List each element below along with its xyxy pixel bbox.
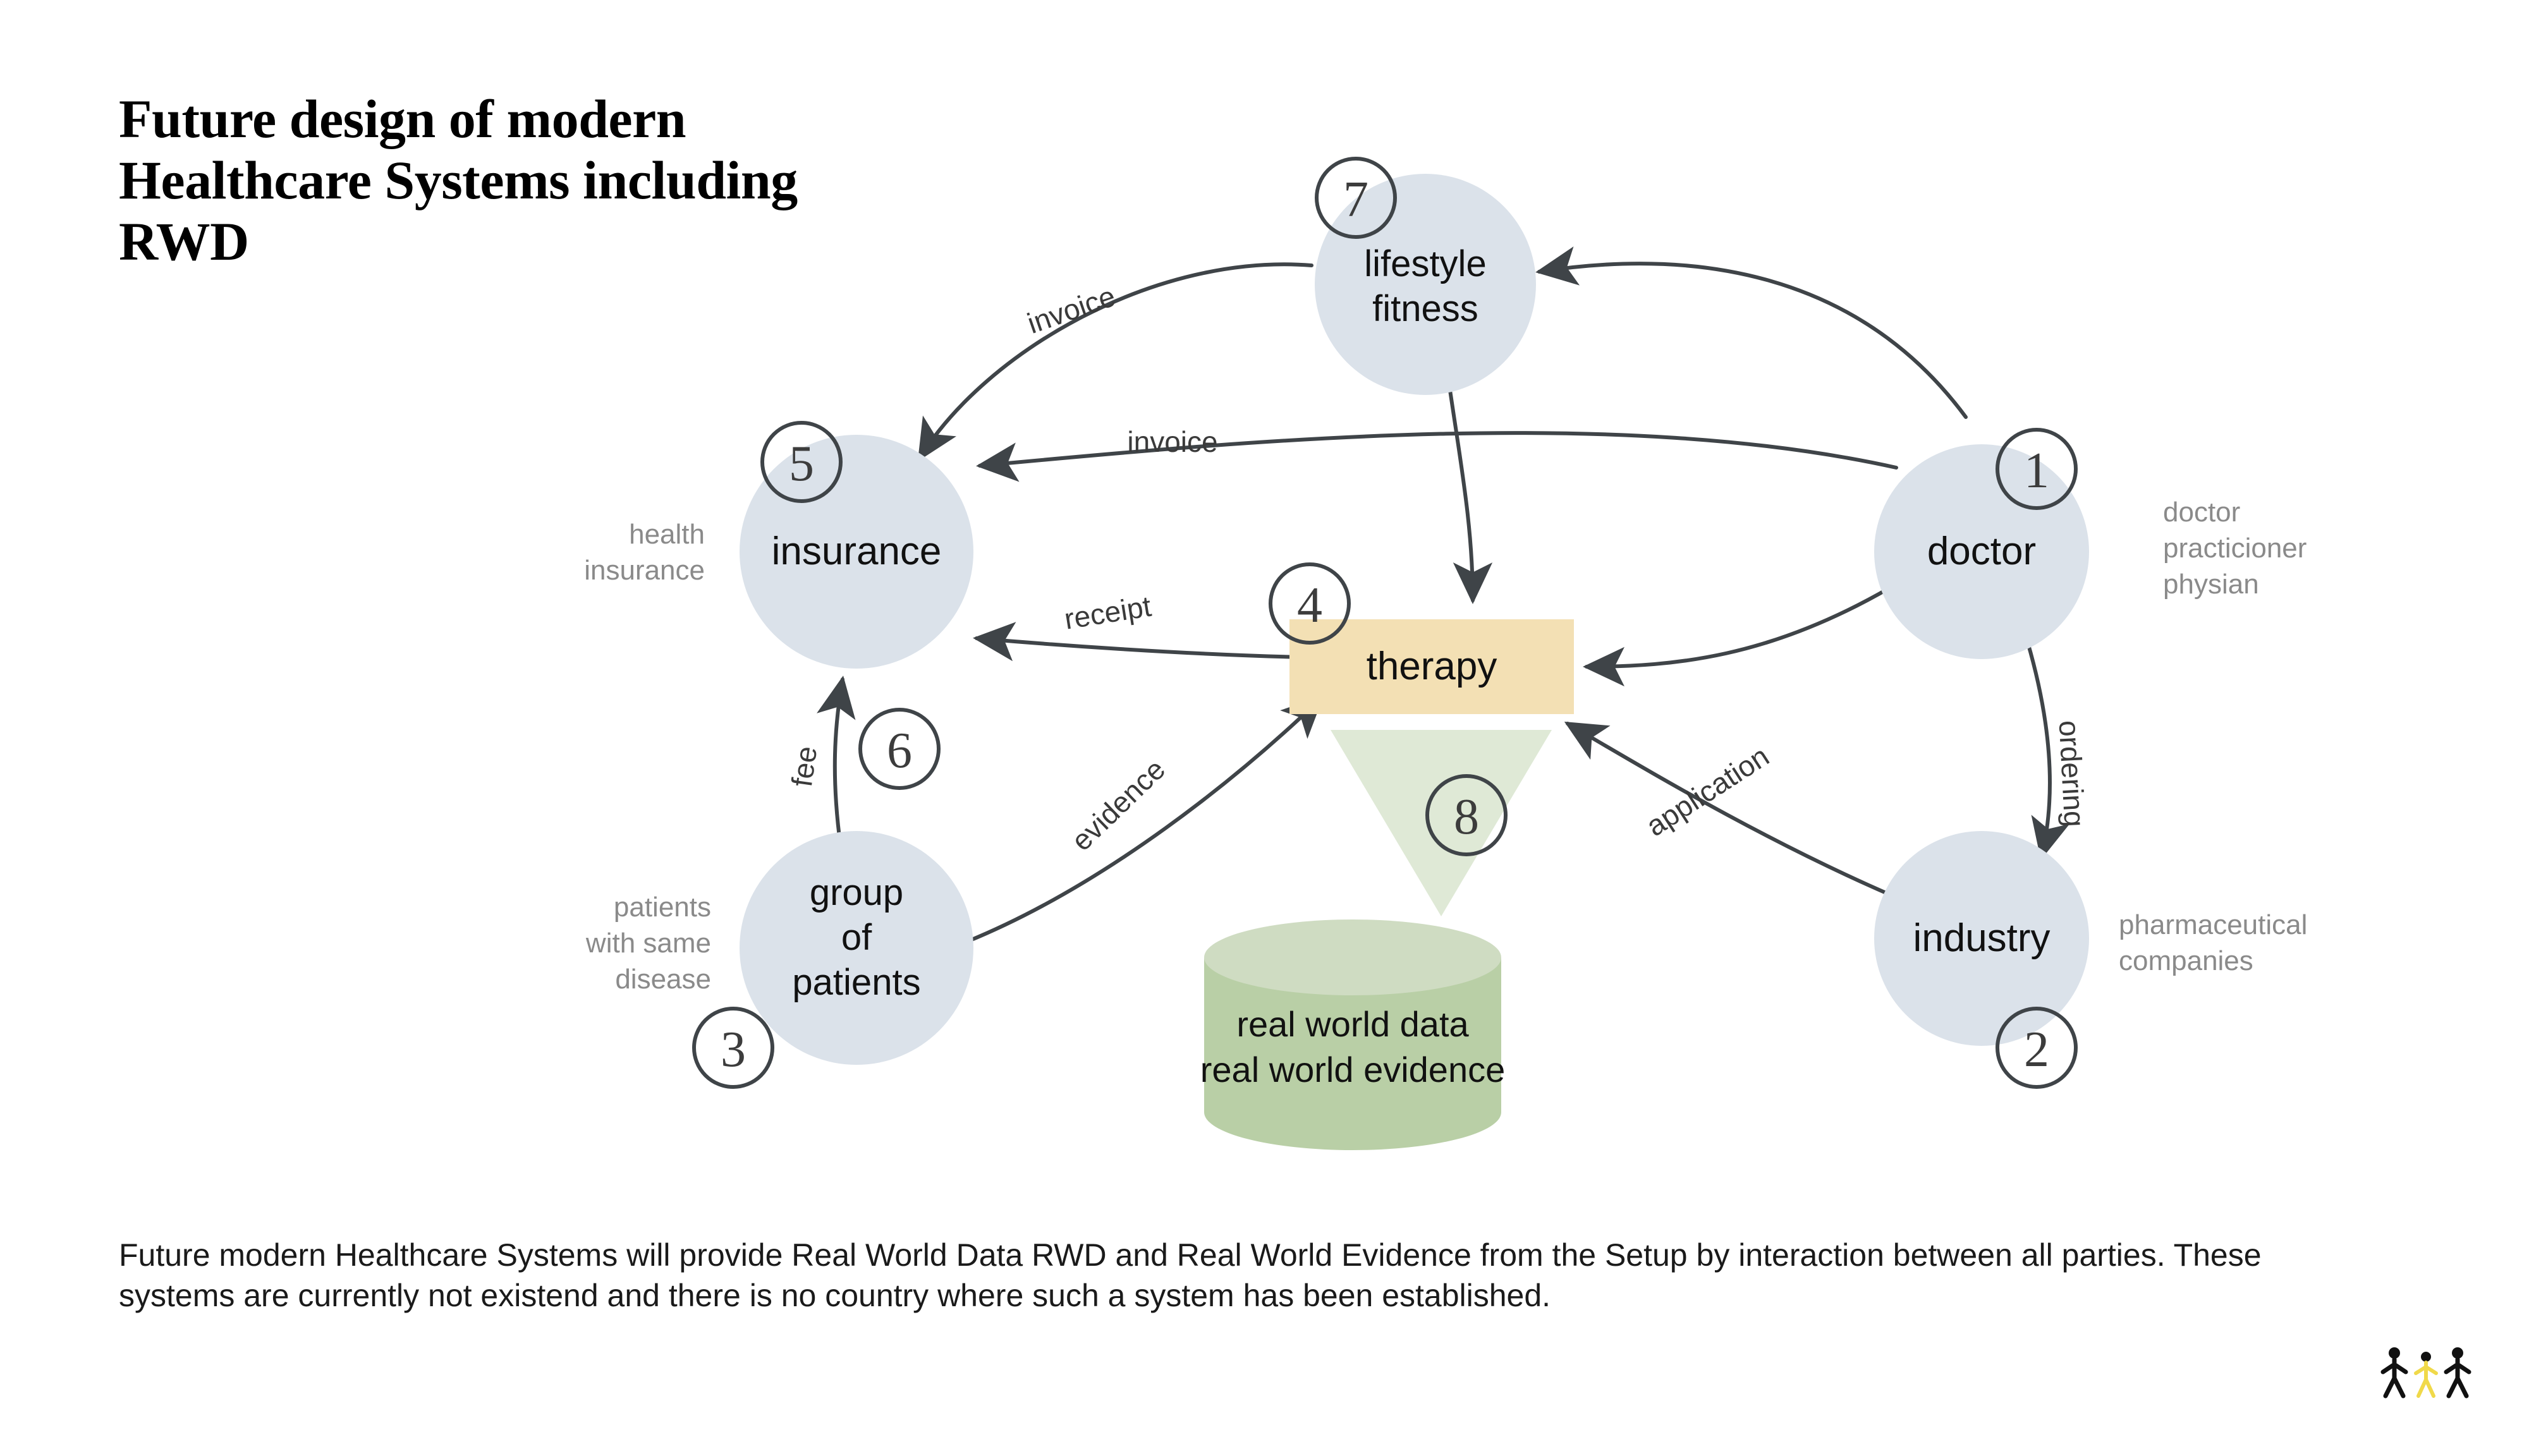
badge-lifestyle: 7 (1343, 172, 1368, 228)
node-label-rwd-line1: real world data (1236, 1004, 1469, 1044)
edge-doctor-therapy (1587, 588, 1890, 667)
edge-label-invoice-doctor: invoice (1127, 425, 1218, 458)
note-doctor-line1: doctor (2163, 497, 2241, 528)
edge-patients-therapy (967, 698, 1321, 942)
edge-label-application: application (1640, 739, 1775, 843)
note-industry-line2: companies (2119, 945, 2253, 976)
page-title: Future design of modern Healthcare Systems including RWD (119, 88, 798, 272)
node-label-lifestyle-line2: fitness (1372, 288, 1478, 329)
badge-therapy: 4 (1297, 578, 1322, 633)
node-label-lifestyle-line1: lifestyle (1364, 243, 1487, 284)
note-patients-line2: with same (585, 928, 711, 959)
note-insurance-line1: health (629, 519, 705, 550)
node-label-therapy: therapy (1366, 645, 1497, 688)
note-patients-line1: patients (613, 892, 711, 923)
edge-lifestyle-insurance (920, 264, 1312, 458)
edge-doctor-insurance (980, 433, 1896, 468)
edge-doctor-lifestyle (1539, 264, 1966, 417)
node-label-doctor: doctor (1927, 530, 2037, 573)
node-label-insurance: insurance (771, 530, 942, 573)
edge-label-fee: fee (784, 744, 824, 789)
edge-label-receipt: receipt (1062, 589, 1154, 636)
node-label-patients-line2: of (841, 917, 872, 958)
note-patients-line3: disease (615, 964, 711, 995)
note-doctor-line2: practicioner (2163, 533, 2307, 564)
edge-therapy-insurance (977, 638, 1302, 657)
node-label-rwd-line2: real world evidence (1200, 1050, 1506, 1089)
badge-patients: 3 (721, 1022, 746, 1077)
edge-patients-insurance (835, 679, 843, 847)
note-insurance-line2: insurance (584, 555, 705, 586)
edge-label-invoice-lifestyle: invoice (1023, 279, 1119, 340)
node-label-patients-line3: patients (792, 962, 921, 1003)
edge-industry-therapy (1568, 724, 1896, 897)
node-label-patients-line1: group (809, 872, 904, 913)
badge-doctor: 1 (2024, 443, 2049, 499)
node-label-industry: industry (1913, 916, 2051, 960)
badge-rwd: 8 (1454, 789, 1479, 845)
caption-text: Future modern Healthcare Systems will provide Real World Data RWD and Real World Evidence from the Setup by interaction between all parties. These systems are currently not existend and there is no country where such a system has been established. (119, 1237, 2262, 1313)
edge-label-evidence: evidence (1064, 752, 1172, 858)
badge-fee: 6 (887, 723, 912, 779)
edge-lifestyle-therapy (1447, 373, 1473, 600)
people-icon (2377, 1343, 2478, 1400)
note-doctor-line3: physian (2163, 569, 2259, 600)
funnel-therapy-to-data (1331, 730, 1552, 916)
note-industry-line1: pharmaceutical (2119, 909, 2308, 940)
badge-industry: 2 (2024, 1022, 2049, 1077)
badge-insurance: 5 (789, 436, 814, 492)
edge-label-ordering: ordering (2052, 719, 2092, 828)
